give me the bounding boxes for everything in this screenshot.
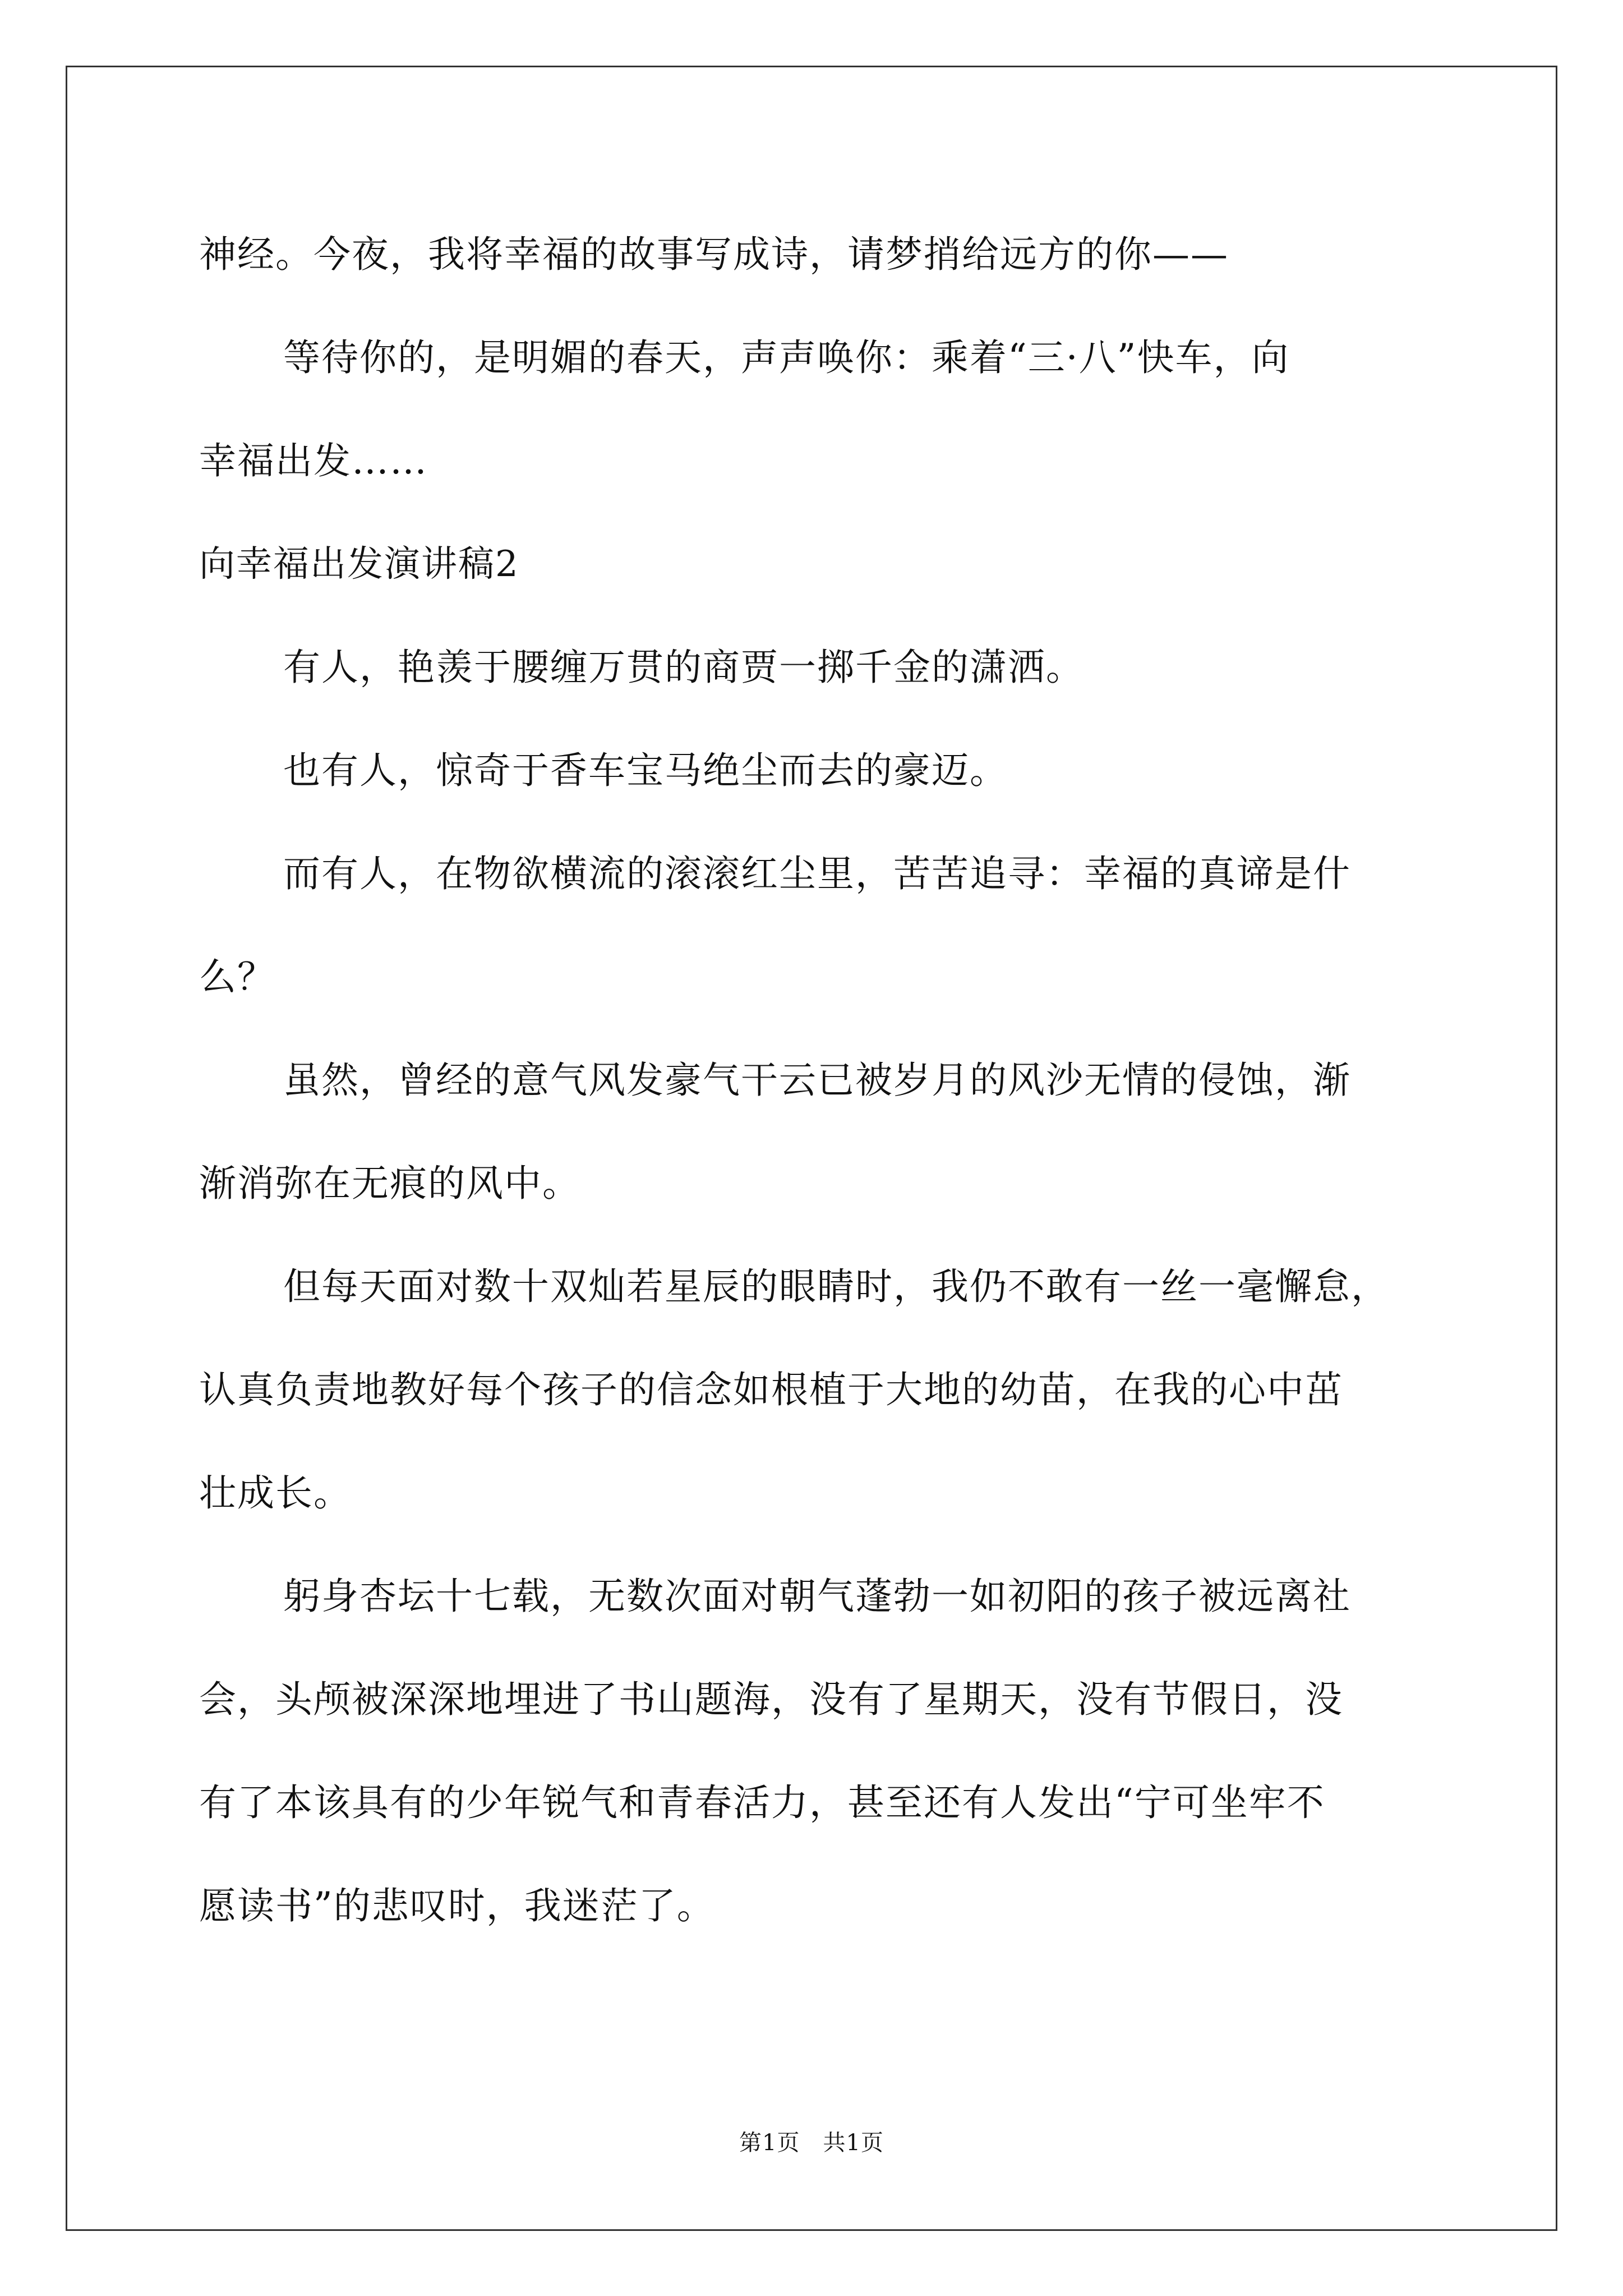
body-line: 而有人，在物欲横流的滚滚红尘里，苦苦追寻：幸福的真谛是什 (283, 852, 1351, 895)
section-heading: 向幸福出发演讲稿2 (199, 544, 519, 585)
body-line: 虽然，曾经的意气风发豪气干云已被岁月的风沙无情的侵蚀，渐 (283, 1059, 1351, 1102)
body-line: 有了本该具有的少年锐气和青春活力，甚至还有人发出“宁可坐牢不 (199, 1781, 1325, 1824)
body-line: 等待你的，是明媚的春天，声声唤你：乘着“三·八”快车，向 (283, 336, 1290, 379)
body-line: 渐消弥在无痕的风中。 (199, 1162, 580, 1205)
body-line: 么？ (199, 955, 275, 999)
body-line: 也有人，惊奇于香车宝马绝尘而去的豪迈。 (283, 749, 1008, 792)
body-line: 躬身杏坛十七载，无数次面对朝气蓬勃一如初阳的孩子被远离社 (283, 1575, 1351, 1618)
body-line: 会，头颅被深深地埋进了书山题海，没有了星期天，没有节假日，没 (199, 1678, 1343, 1721)
body-line: 壮成长。 (199, 1471, 352, 1515)
page-footer: 第1页 共1页 (739, 2130, 884, 2156)
body-line: 愿读书”的悲叹时，我迷茫了。 (199, 1884, 715, 1927)
body-line: 幸福出发…… (199, 439, 428, 482)
body-line: 有人，艳羡于腰缠万贯的商贾一掷千金的潇洒。 (283, 646, 1084, 689)
body-line: 神经。今夜，我将幸福的故事写成诗，请梦捎给远方的你—— (199, 233, 1229, 276)
body-line: 但每天面对数十双灿若星辰的眼睛时，我仍不敢有一丝一毫懈怠， (283, 1265, 1389, 1308)
body-line: 认真负责地教好每个孩子的信念如根植于大地的幼苗，在我的心中茁 (199, 1368, 1343, 1411)
